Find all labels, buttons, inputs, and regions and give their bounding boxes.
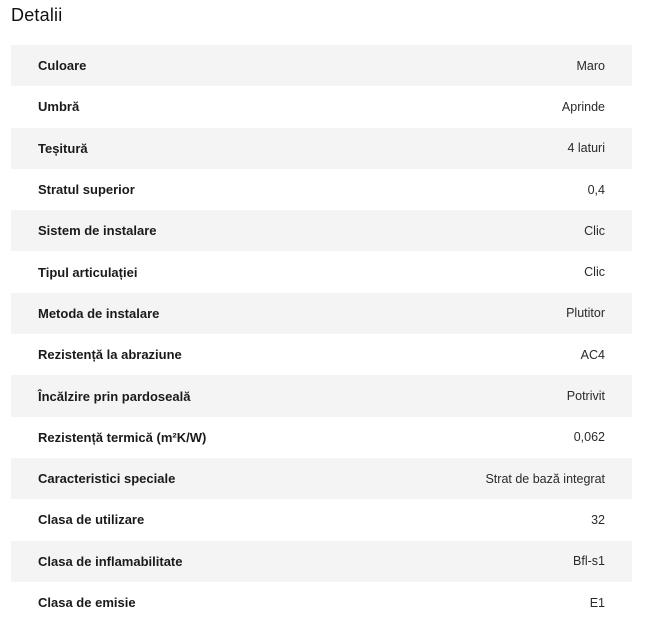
detail-value: Aprinde bbox=[561, 99, 605, 114]
detail-row-usage-class bbox=[11, 499, 632, 540]
detail-value: Potrivit bbox=[566, 389, 605, 404]
detail-label: Rezistență termică (m²K/W) bbox=[38, 429, 207, 445]
detail-row-emission-class bbox=[11, 582, 632, 623]
detail-row-shade bbox=[11, 86, 632, 127]
detail-label: Rezistență la abraziune bbox=[38, 347, 182, 363]
detail-value: 0,4 bbox=[587, 182, 605, 197]
detail-value: Plutitor bbox=[566, 306, 605, 321]
detail-label: Stratul superior bbox=[38, 182, 135, 198]
detail-row-joint-type bbox=[11, 251, 632, 292]
detail-row-color bbox=[11, 45, 632, 86]
detail-row-thermal-resistance bbox=[11, 417, 632, 458]
detail-label: Umbră bbox=[38, 99, 80, 115]
detail-label: Clasa de emisie bbox=[38, 595, 136, 610]
section-title: Detalii bbox=[11, 5, 63, 25]
detail-label: Sistem de instalare bbox=[38, 223, 157, 239]
detail-label: Tipul articulației bbox=[38, 264, 138, 280]
detail-value: Maro bbox=[576, 58, 605, 73]
detail-label: Clasa de inflamabilitate bbox=[38, 553, 183, 569]
detail-row-install-method bbox=[11, 293, 632, 334]
detail-row-bevel bbox=[11, 128, 632, 169]
detail-value: Strat de bază integrat bbox=[485, 471, 605, 486]
detail-row-flammability-class bbox=[11, 541, 632, 582]
detail-value: Bfl-s1 bbox=[573, 554, 605, 569]
detail-label: Metoda de instalare bbox=[38, 305, 160, 321]
detail-value: E1 bbox=[589, 595, 605, 610]
detail-value: 32 bbox=[591, 512, 605, 527]
detail-label: Încălzire prin pardoseală bbox=[38, 388, 191, 404]
detail-label: Culoare bbox=[38, 58, 87, 74]
detail-value: AC4 bbox=[580, 347, 605, 362]
detail-value: 0,062 bbox=[573, 430, 605, 445]
detail-row-underfloor-heating bbox=[11, 375, 632, 416]
detail-value: Clic bbox=[584, 223, 605, 238]
detail-label: Teșitură bbox=[38, 140, 88, 156]
detail-value: 4 laturi bbox=[567, 141, 605, 156]
detail-row-install-system bbox=[11, 210, 632, 251]
detail-row-special-features bbox=[11, 458, 632, 499]
detail-label: Caracteristici speciale bbox=[38, 471, 176, 487]
detail-value: Clic bbox=[584, 265, 605, 280]
detail-row-top-layer bbox=[11, 169, 632, 210]
details-table bbox=[11, 45, 632, 623]
detail-row-abrasion bbox=[11, 334, 632, 375]
detail-label: Clasa de utilizare bbox=[38, 512, 145, 528]
